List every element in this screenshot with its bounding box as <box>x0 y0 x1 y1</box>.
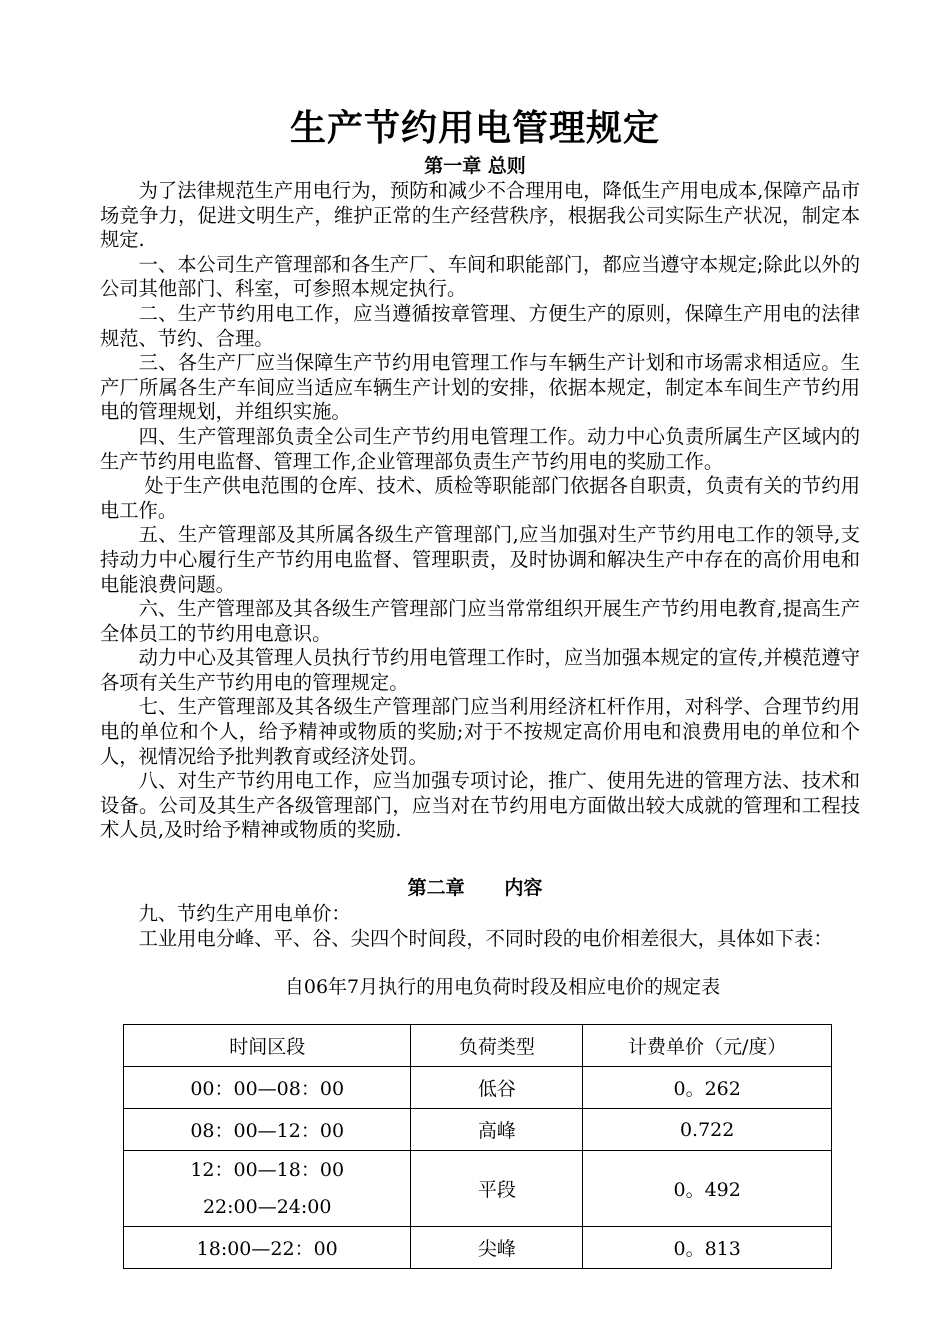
paragraph: 六、生产管理部及其各级生产管理部门应当常常组织开展生产节约用电教育,提高生产全体员工的节约用电意识。 <box>100 597 860 645</box>
paragraph: 七、生产管理部及其各级生产管理部门应当利用经济杠杆作用，对科学、合理节约用电的单位和个人，给予精神或物质的奖励;对于不按规定高价用电和浪费用电的单位和个人，视情况给予批判教育或经济处罚。 <box>100 695 860 768</box>
paragraph: 动力中心及其管理人员执行节约用电管理工作时，应当加强本规定的宣传,并模范遵守各项有关生产节约用电的管理规定。 <box>100 646 860 694</box>
column-header-time: 时间区段 <box>124 1025 411 1067</box>
price-cell: 0。492 <box>583 1151 832 1227</box>
paragraph: 为了法律规范生产用电行为，预防和减少不合理用电，降低生产用电成本,保障产品市场竞争力，促进文明生产，维护正常的生产经营秩序，根据我公司实际生产状况，制定本规定. <box>100 179 860 252</box>
price-cell: 0。262 <box>583 1067 832 1109</box>
paragraph: 九、节约生产用电单价： <box>138 902 351 925</box>
table-row <box>124 1227 832 1269</box>
load-type-cell: 低谷 <box>411 1067 583 1109</box>
table-caption: 自06年7月执行的用电负荷时段及相应电价的规定表 <box>284 976 721 998</box>
time-cell <box>124 1151 411 1227</box>
column-header-load-type: 负荷类型 <box>411 1025 583 1067</box>
chapter-1-body <box>100 179 860 843</box>
price-cell: 0.722 <box>583 1109 832 1151</box>
load-type-cell: 平段 <box>411 1151 583 1227</box>
table-header-row <box>124 1025 832 1067</box>
time-range-line: 12：00—18：00 <box>190 1158 345 1181</box>
document-title: 生产节约用电管理规定 <box>289 108 660 149</box>
paragraph: 工业用电分峰、平、谷、尖四个时间段，不同时段的电价相差很大，具体如下表： <box>138 926 833 950</box>
table-row <box>124 1109 832 1151</box>
time-range-line: 22:00—24:00 <box>202 1195 332 1218</box>
electricity-price-table <box>123 1024 832 1269</box>
table-row <box>124 1067 832 1109</box>
paragraph: 二、生产节约用电工作，应当遵循按章管理、方便生产的原则，保障生产用电的法律规范、节约、合理。 <box>100 301 860 350</box>
time-cell: 08：00—12：00 <box>124 1109 411 1151</box>
price-cell: 0。813 <box>583 1227 832 1269</box>
time-cell: 00：00—08：00 <box>124 1067 411 1109</box>
paragraph: 五、生产管理部及其所属各级生产管理部门,应当加强对生产节约用电工作的领导,支持动力中心履行生产节约用电监督、管理职责，及时协调和解决生产中存在的高价用电和电能浪费问题。 <box>100 523 860 596</box>
table-row <box>124 1151 832 1227</box>
paragraph: 四、生产管理部负责全公司生产节约用电管理工作。动力中心负责所属生产区域内的生产节约用电监督、管理工作,企业管理部负责生产节约用电的奖励工作。 <box>100 424 860 473</box>
paragraph: 八、对生产节约用电工作，应当加强专项讨论，推广、使用先进的管理方法、技术和设备。公司及其生产各级管理部门，应当对在节约用电方面做出较大成就的管理和工程技术人员,及时给予精神或物质的奖励. <box>100 769 860 842</box>
paragraph: 三、各生产厂应当保障生产节约用电管理工作与车辆生产计划和市场需求相适应。生产厂所属各生产车间应当适应车辆生产计划的安排，依据本规定，制定本车间生产节约用电的管理规划，并组织实施。 <box>100 351 860 424</box>
chapter-2-heading: 第二章 内容 <box>407 877 543 899</box>
paragraph: 一、本公司生产管理部和各生产厂、车间和职能部门，都应当遵守本规定;除此以外的公司其他部门、科室，可参照本规定执行。 <box>100 252 860 301</box>
chapter-1-heading: 第一章 总则 <box>424 155 526 177</box>
load-type-cell: 尖峰 <box>411 1227 583 1269</box>
time-cell: 18:00—22：00 <box>124 1227 411 1269</box>
chapter-2-body <box>100 902 860 951</box>
paragraph: 处于生产供电范围的仓库、技术、质检等职能部门依据各自职责，负责有关的节约用电工作。 <box>100 474 860 522</box>
column-header-unit-price: 计费单价（元/度） <box>583 1025 832 1067</box>
load-type-cell: 高峰 <box>411 1109 583 1151</box>
